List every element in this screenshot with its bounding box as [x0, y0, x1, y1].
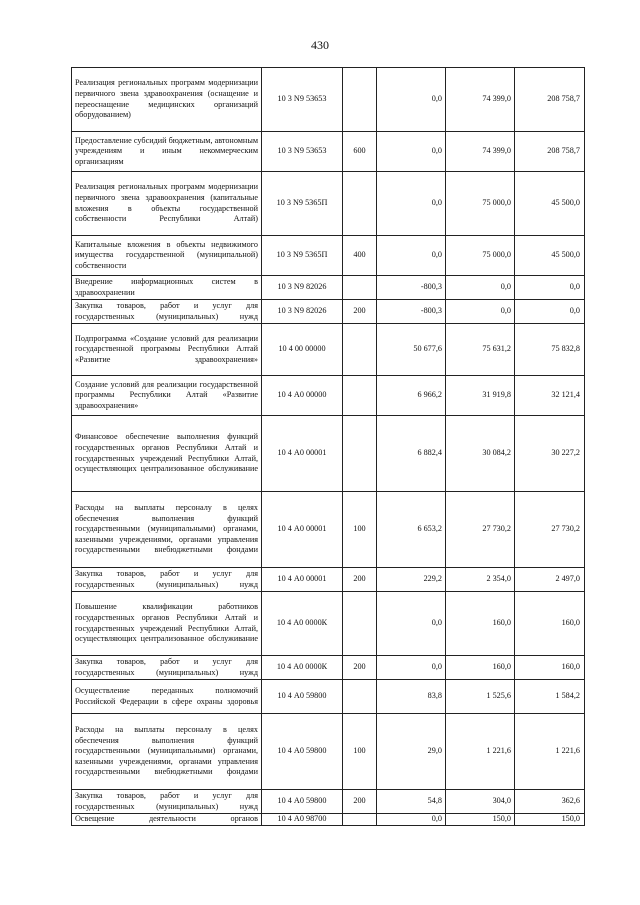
- row-name: Закупка товаров, работ и услуг для государственных (муниципальных) нужд: [72, 568, 262, 592]
- table-row: [72, 300, 585, 324]
- row-expense-type: [343, 416, 377, 492]
- row-value-3: 208 758,7: [515, 132, 585, 172]
- row-value-1: 50 677,6: [377, 324, 446, 376]
- row-name: Внедрение информационных систем в здравоохранении: [72, 276, 262, 300]
- table-row: [72, 324, 585, 376]
- row-code: 10 4 А0 59800: [262, 680, 343, 714]
- row-name: Реализация региональных программ модернизации первичного звена здравоохранения (оснащение и переоснащение медицинских организаций оборудованием): [72, 68, 262, 132]
- row-value-2: 1 221,6: [446, 714, 515, 790]
- row-name: Предоставление субсидий бюджетным, автономным учреждениям и иным некоммерческим организациям: [72, 132, 262, 172]
- page-number: 430: [311, 38, 329, 52]
- row-name: Расходы на выплаты персоналу в целях обеспечения выполнения функций государственными (муниципальными) органами, казенными учреждениями, органами управления государственными внебюджетными фондами: [72, 492, 262, 568]
- row-value-2: 2 354,0: [446, 568, 515, 592]
- row-name: Реализация региональных программ модернизации первичного звена здравоохранения (капитальные вложения в объекты государственной собственности Республики Алтай): [72, 172, 262, 236]
- row-expense-type: [343, 680, 377, 714]
- table-row: [72, 236, 585, 276]
- row-value-3: 0,0: [515, 276, 585, 300]
- row-code: 10 4 А0 00001: [262, 416, 343, 492]
- table-row: [72, 492, 585, 568]
- row-value-2: 75 000,0: [446, 236, 515, 276]
- row-expense-type: 200: [343, 656, 377, 680]
- table-row: [72, 416, 585, 492]
- row-value-1: 83,8: [377, 680, 446, 714]
- row-value-1: 0,0: [377, 132, 446, 172]
- row-name: Повышение квалификации работников государственных органов Республики Алтай и государственных учреждений Республики Алтай, осуществляющих централизованное обслуживание: [72, 592, 262, 656]
- row-name: Расходы на выплаты персоналу в целях обеспечения выполнения функций государственными (муниципальными) органами, казенными учреждениями, органами управления государственными внебюджетными фондами: [72, 714, 262, 790]
- table-row: [72, 790, 585, 814]
- row-expense-type: [343, 276, 377, 300]
- row-code: 10 3 N9 82026: [262, 276, 343, 300]
- row-value-2: 0,0: [446, 276, 515, 300]
- row-value-3: 45 500,0: [515, 172, 585, 236]
- table-row: [72, 172, 585, 236]
- row-code: 10 3 N9 5365П: [262, 172, 343, 236]
- row-code: 10 3 N9 5365П: [262, 236, 343, 276]
- row-value-1: 0,0: [377, 172, 446, 236]
- row-value-3: 1 584,2: [515, 680, 585, 714]
- row-expense-type: 200: [343, 568, 377, 592]
- row-value-3: 2 497,0: [515, 568, 585, 592]
- row-name: Закупка товаров, работ и услуг для государственных (муниципальных) нужд: [72, 300, 262, 324]
- row-expense-type: [343, 68, 377, 132]
- row-value-3: 27 730,2: [515, 492, 585, 568]
- row-value-2: 304,0: [446, 790, 515, 814]
- row-expense-type: [343, 592, 377, 656]
- row-value-3: 150,0: [515, 814, 585, 826]
- row-value-2: 75 000,0: [446, 172, 515, 236]
- row-value-2: 27 730,2: [446, 492, 515, 568]
- row-code: 10 4 А0 59800: [262, 790, 343, 814]
- table-row: [72, 814, 585, 826]
- row-name: Закупка товаров, работ и услуг для государственных (муниципальных) нужд: [72, 790, 262, 814]
- row-expense-type: 200: [343, 300, 377, 324]
- table-row: [72, 376, 585, 416]
- table-row: [72, 568, 585, 592]
- row-value-1: 6 882,4: [377, 416, 446, 492]
- row-code: 10 3 N9 53653: [262, 132, 343, 172]
- row-value-3: 75 832,8: [515, 324, 585, 376]
- row-value-3: 160,0: [515, 656, 585, 680]
- row-value-1: 29,0: [377, 714, 446, 790]
- row-value-1: -800,3: [377, 276, 446, 300]
- row-value-1: 0,0: [377, 68, 446, 132]
- row-value-2: 160,0: [446, 592, 515, 656]
- row-code: 10 4 А0 00001: [262, 492, 343, 568]
- row-value-2: 30 084,2: [446, 416, 515, 492]
- row-value-1: 0,0: [377, 236, 446, 276]
- row-expense-type: [343, 324, 377, 376]
- row-value-2: 75 631,2: [446, 324, 515, 376]
- row-value-3: 1 221,6: [515, 714, 585, 790]
- row-value-2: 74 399,0: [446, 132, 515, 172]
- row-expense-type: [343, 814, 377, 826]
- table-row: [72, 276, 585, 300]
- row-code: 10 3 N9 82026: [262, 300, 343, 324]
- row-code: 10 3 N9 53653: [262, 68, 343, 132]
- row-code: 10 4 А0 59800: [262, 714, 343, 790]
- row-name: Финансовое обеспечение выполнения функций государственных органов Республики Алтай и государственных учреждений Республики Алтай, осуществляющих централизованное обслуживание: [72, 416, 262, 492]
- row-name: Освещение деятельности органов: [72, 814, 262, 826]
- row-expense-type: [343, 376, 377, 416]
- row-expense-type: 100: [343, 492, 377, 568]
- row-expense-type: 100: [343, 714, 377, 790]
- row-value-3: 45 500,0: [515, 236, 585, 276]
- table-row: [72, 68, 585, 132]
- budget-table: [71, 67, 585, 826]
- row-name: Капитальные вложения в объекты недвижимого имущества государственной (муниципальной) собственности: [72, 236, 262, 276]
- row-value-2: 31 919,8: [446, 376, 515, 416]
- row-expense-type: 200: [343, 790, 377, 814]
- row-value-3: 208 758,7: [515, 68, 585, 132]
- row-value-1: 54,8: [377, 790, 446, 814]
- table-row: [72, 656, 585, 680]
- row-value-3: 160,0: [515, 592, 585, 656]
- row-value-2: 0,0: [446, 300, 515, 324]
- row-value-3: 32 121,4: [515, 376, 585, 416]
- row-value-2: 150,0: [446, 814, 515, 826]
- row-name: Подпрограмма «Создание условий для реализации государственной программы Республики Алтай «Развитие здравоохранения»: [72, 324, 262, 376]
- row-expense-type: 400: [343, 236, 377, 276]
- row-code: 10 4 А0 0000К: [262, 592, 343, 656]
- table-row: [72, 680, 585, 714]
- row-value-1: -800,3: [377, 300, 446, 324]
- row-value-1: 0,0: [377, 592, 446, 656]
- row-value-1: 6 966,2: [377, 376, 446, 416]
- row-code: 10 4 А0 00001: [262, 568, 343, 592]
- row-value-3: 362,6: [515, 790, 585, 814]
- row-value-3: 0,0: [515, 300, 585, 324]
- row-name: Создание условий для реализации государственной программы Республики Алтай «Развитие здравоохранения»: [72, 376, 262, 416]
- row-value-3: 30 227,2: [515, 416, 585, 492]
- row-expense-type: [343, 172, 377, 236]
- row-name: Закупка товаров, работ и услуг для государственных (муниципальных) нужд: [72, 656, 262, 680]
- row-value-2: 74 399,0: [446, 68, 515, 132]
- row-code: 10 4 А0 00000: [262, 376, 343, 416]
- row-code: 10 4 00 00000: [262, 324, 343, 376]
- row-value-1: 0,0: [377, 656, 446, 680]
- row-value-1: 0,0: [377, 814, 446, 826]
- row-value-1: 229,2: [377, 568, 446, 592]
- table-row: [72, 132, 585, 172]
- table-row: [72, 592, 585, 656]
- row-name: Осуществление переданных полномочий Российской Федерации в сфере охраны здоровья: [72, 680, 262, 714]
- row-code: 10 4 А0 98700: [262, 814, 343, 826]
- row-value-2: 160,0: [446, 656, 515, 680]
- table-row: [72, 714, 585, 790]
- row-value-1: 6 653,2: [377, 492, 446, 568]
- row-code: 10 4 А0 0000К: [262, 656, 343, 680]
- table-body: [72, 68, 585, 826]
- row-value-2: 1 525,6: [446, 680, 515, 714]
- row-expense-type: 600: [343, 132, 377, 172]
